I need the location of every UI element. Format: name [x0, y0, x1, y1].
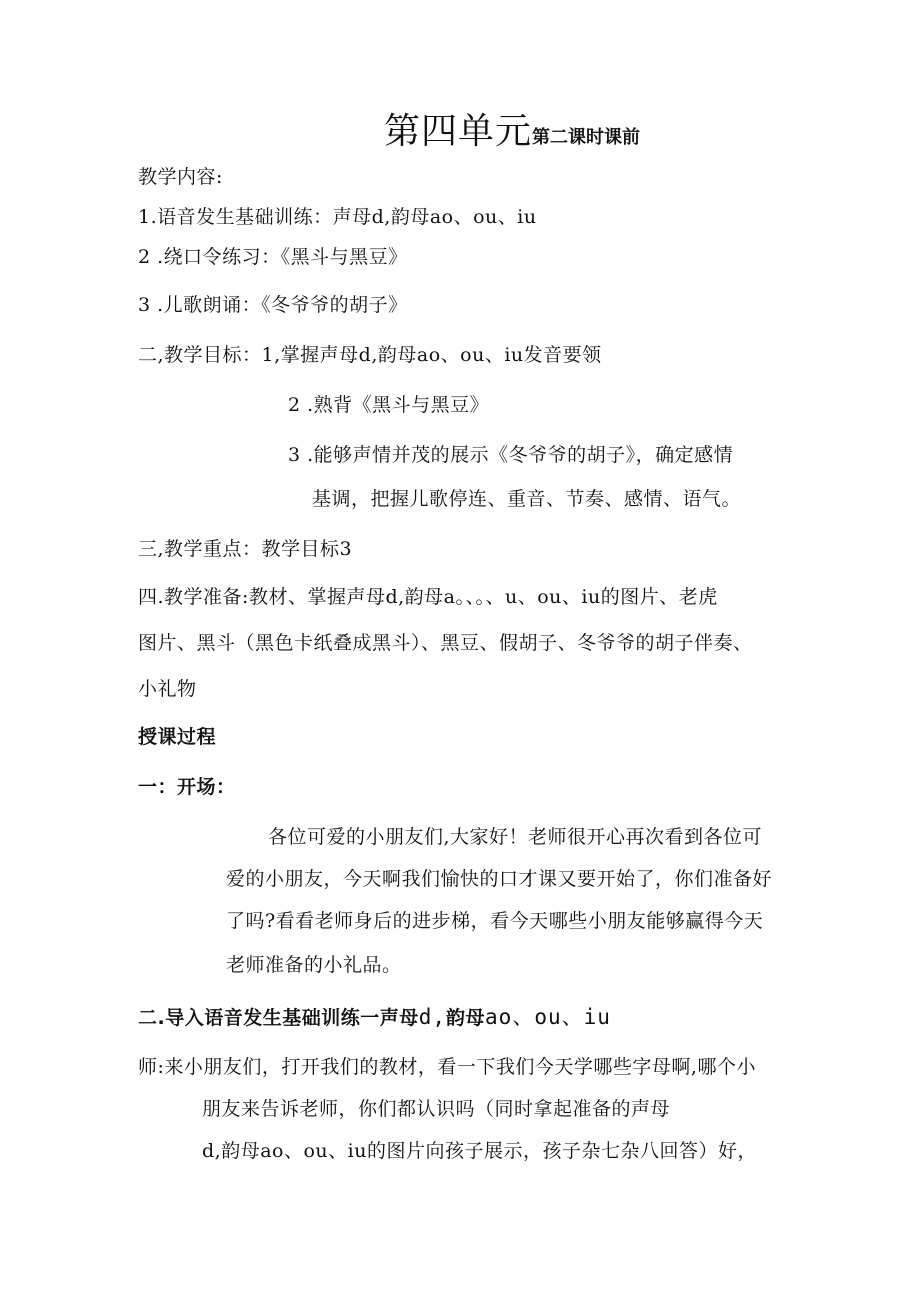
objective-line-1: 二,教学目标：1,掌握声母d,韵母ao、ou、iu发音要领 — [138, 344, 602, 366]
objective-line-2: 2 .熟背《黑斗与黑豆》 — [288, 394, 490, 416]
title-sub: 第二课时课前 — [532, 127, 641, 148]
opening-line-1: 各位可爱的小朋友们,大家好！老师很开心再次看到各位可 — [268, 826, 763, 848]
teacher-line-1: 师:来小朋友们，打开我们的教材，看一下我们今天学哪些字母啊,哪个小 — [138, 1056, 756, 1078]
content-item-2: 2 .绕口令练习：《黑斗与黑豆》 — [138, 246, 408, 268]
preparation-line-1: 四.教学准备:教材、掌握声母d,韵母a。、。、u、ou、iu的图片、老虎 — [138, 586, 718, 608]
opening-line-2: 爱的小朋友，今天啊我们愉快的口才课又要开始了，你们准备好 — [226, 868, 773, 890]
teacher-line-3: d,韵母ao、ou、iu的图片向孩子展示，孩子杂七杂八回答）好， — [202, 1140, 757, 1162]
process-heading: 授课过程 — [138, 726, 217, 748]
section2-heading-latin: d, — [418, 1005, 447, 1029]
section2-heading-tail: ao、ou、iu — [485, 1005, 611, 1029]
title-main: 第四单元 — [384, 111, 533, 152]
opening-line-3: 了吗?看看老师身后的进步梯，看今天哪些小朋友能够赢得今天 — [226, 910, 764, 932]
content-item-1: 1.语音发生基础训练：声母d,韵母ao、ou、iu — [138, 206, 537, 228]
section2-heading-mid: 韵母 — [446, 1007, 486, 1029]
content-heading: 教学内容: — [138, 166, 223, 188]
objective-line-4: 基调，把握儿歌停连、重音、节奏、感情、语气。 — [312, 488, 742, 510]
teacher-line-2: 朋友来告诉老师，你们都认识吗（同时拿起准备的声母 — [202, 1098, 671, 1120]
key-point: 三,教学重点：教学目标3 — [138, 538, 353, 560]
section2-heading — [138, 1004, 611, 1031]
preparation-line-2: 图片、黑斗（黑色卡纸叠成黑斗）、黑豆、假胡子、冬爷爷的胡子伴奏、 — [138, 632, 753, 654]
section2-heading-prefix: 二.导入语音发生基础训练一声母 — [138, 1007, 419, 1029]
page-title — [384, 110, 640, 154]
objective-line-3: 3 .能够声情并茂的展示《冬爷爷的胡子》，确定感情 — [288, 444, 734, 466]
content-item-3: 3 .儿歌朗诵：《冬爷爷的胡子》 — [138, 294, 408, 316]
opening-line-4: 老师准备的小礼品。 — [226, 954, 402, 976]
preparation-line-3: 小礼物 — [138, 678, 197, 700]
opening-heading: 一：开场： — [138, 776, 236, 798]
